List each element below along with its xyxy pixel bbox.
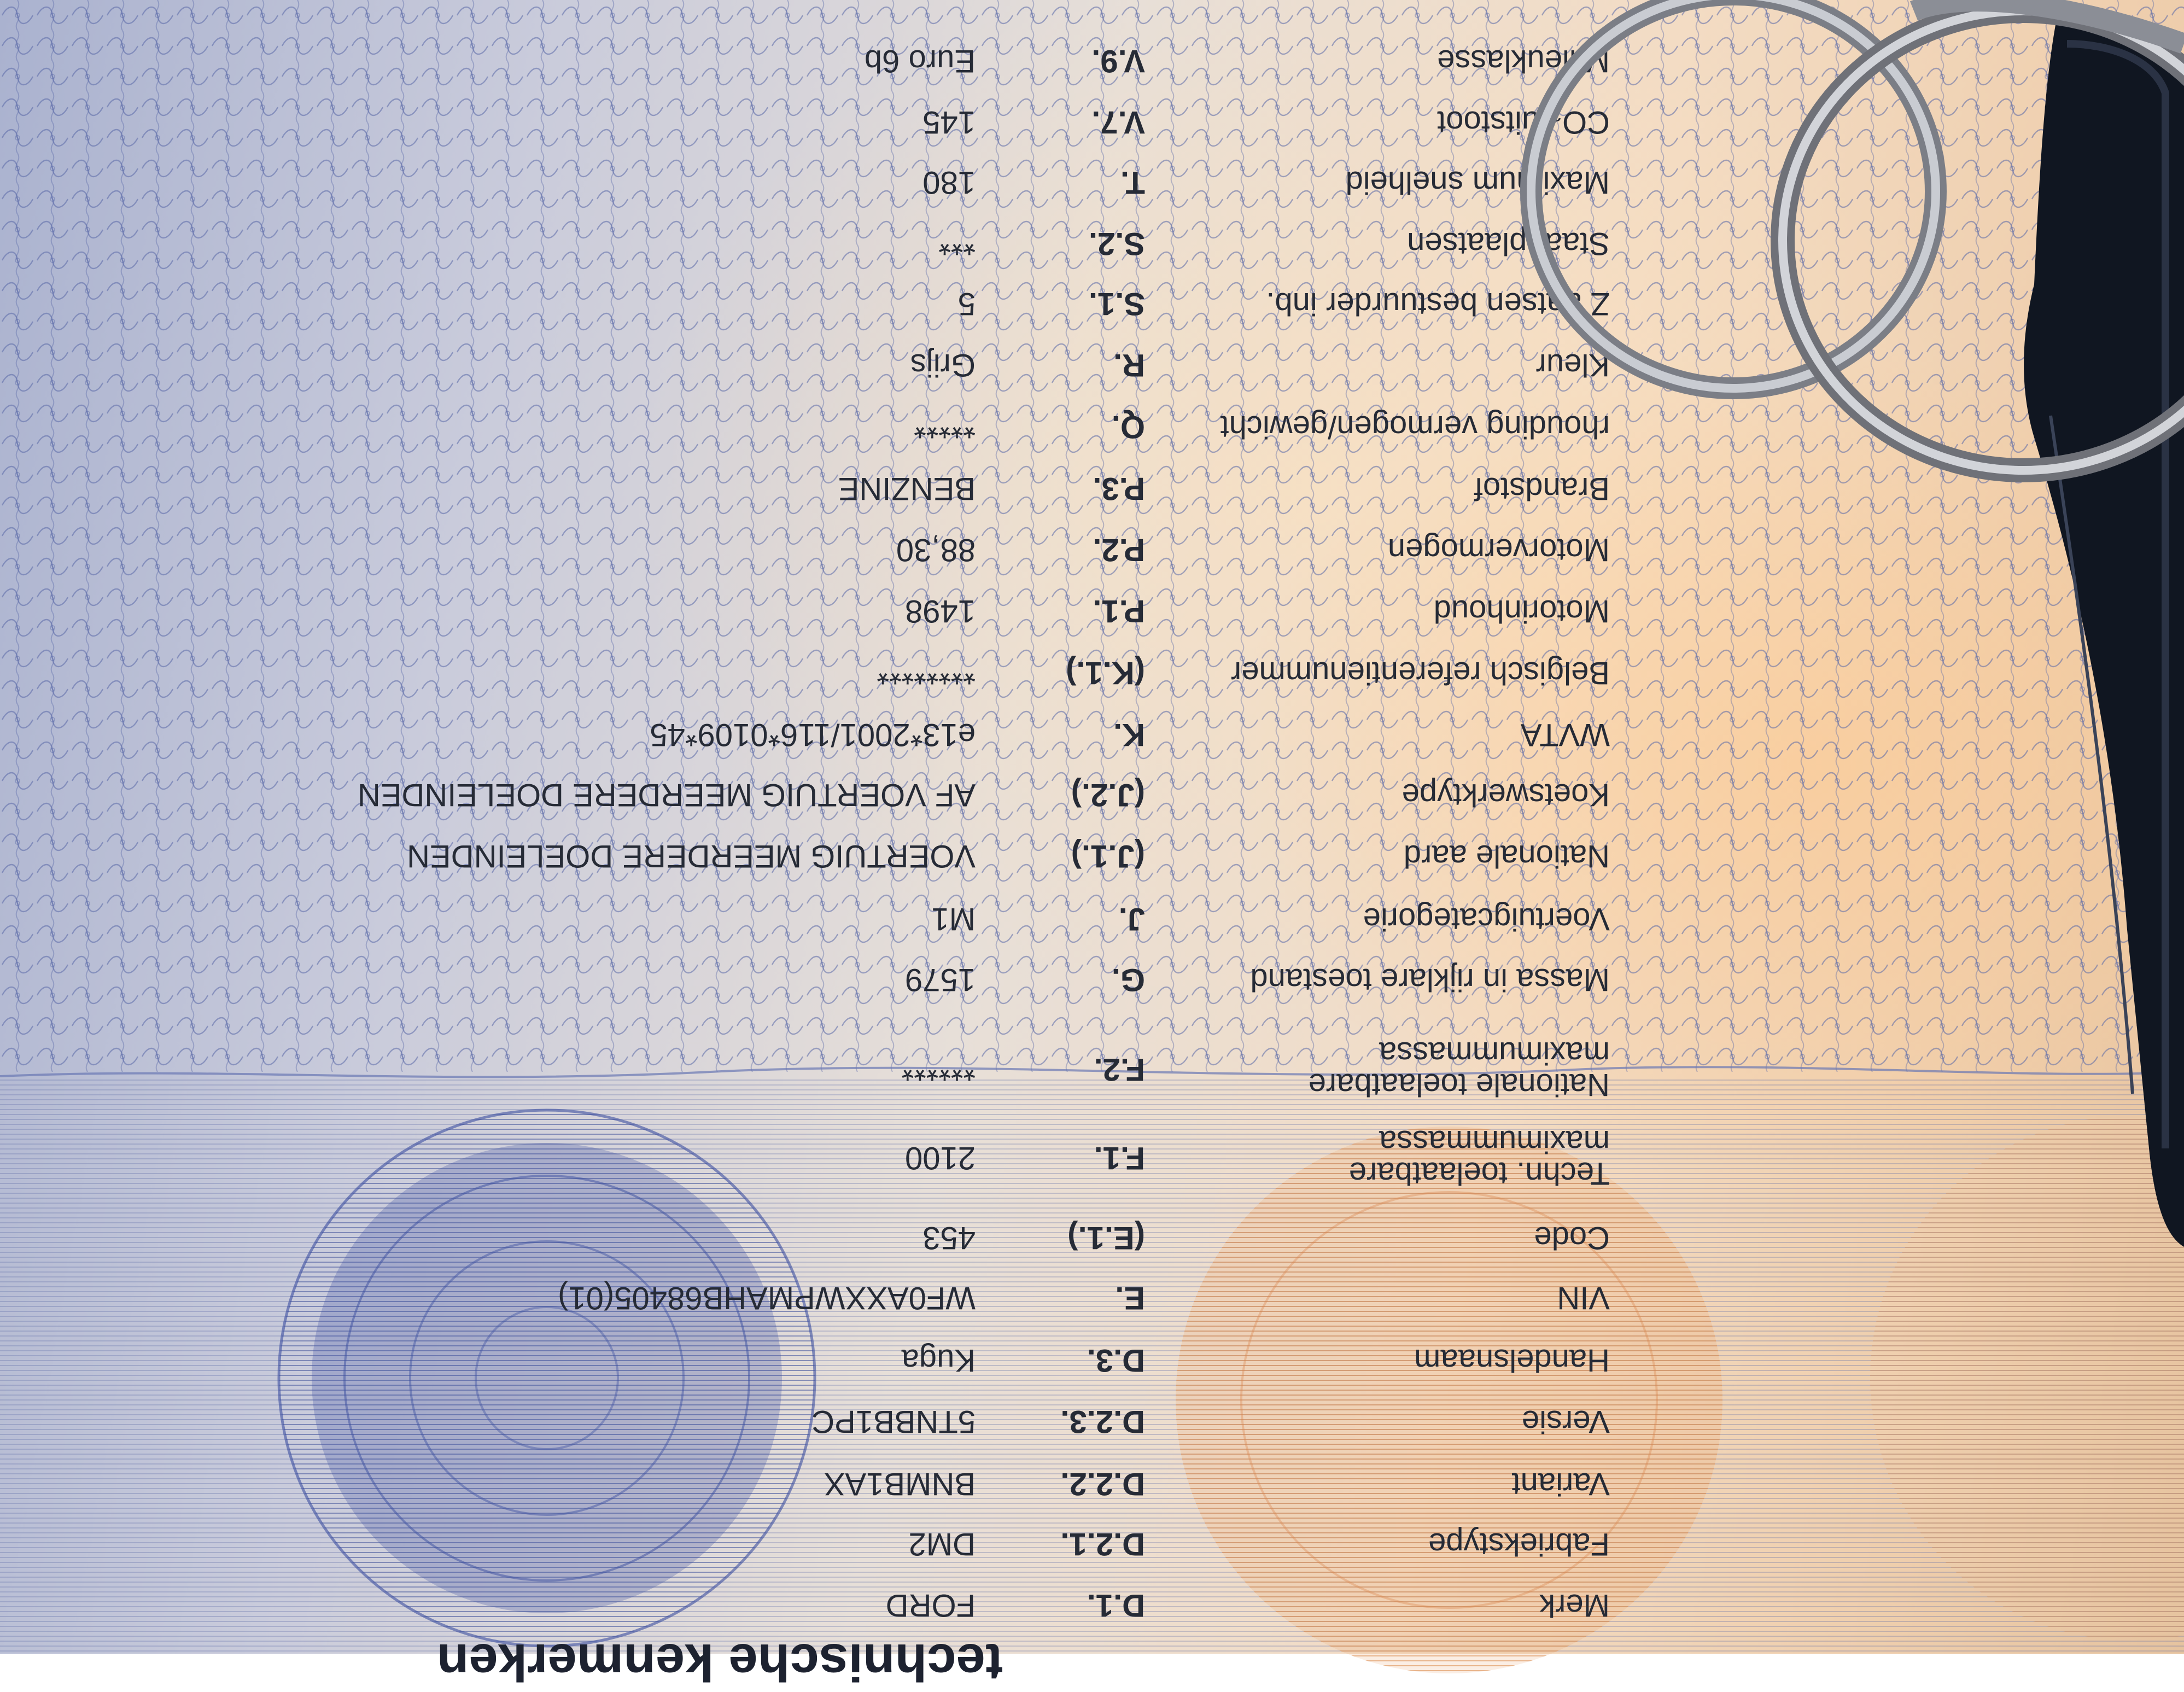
field-code: (J.2.) [1071,777,1145,813]
field-label-line1: Milieuklasse [1437,43,1610,79]
field-label-line1: rhouding vermogen/gewicht [1220,409,1610,445]
field-code: E. [1115,1280,1145,1316]
field-label-line2: maximummassa [1379,1035,1610,1071]
field-code: D.2.3. [1060,1404,1145,1439]
field-value: 1579 [904,962,976,997]
field-code: R. [1113,347,1145,383]
field-value: M1 [931,901,976,937]
field-code: (K.1.) [1066,655,1145,691]
field-code: F.1. [1094,1140,1145,1176]
field-value: WF0AXXWPMAHB68405(01) [558,1280,976,1316]
field-code: J. [1118,901,1145,937]
field-code: F.2. [1094,1052,1145,1087]
field-value: 2100 [904,1140,976,1176]
field-label-line1: VIN [1557,1280,1610,1316]
field-value: *** [938,226,976,261]
field-value: 453 [922,1220,976,1256]
field-code: (E.1.) [1067,1220,1145,1256]
field-label-line1: Nationale aard [1403,838,1610,874]
field-code: V.7. [1091,104,1145,140]
field-value: DM2 [908,1526,976,1562]
field-code: S.2. [1088,226,1145,261]
field-value: Euro 6b [864,43,976,79]
field-value: 180 [922,165,976,200]
field-value: VOERTUIG MEERDERE DOELEINDEN [407,838,976,874]
field-value: 1498 [904,593,976,629]
field-code: V.9. [1091,43,1145,79]
field-label-line1: Techn. toelaatbare [1348,1156,1610,1191]
field-label-line1: Fabriekstype [1428,1526,1610,1562]
field-label-line1: Staanplaatsen [1407,226,1610,261]
field-code: D.3. [1087,1343,1145,1378]
field-code: D.2.1. [1060,1526,1145,1562]
field-value: Grijs [910,347,976,383]
field-label-line1: Z aatsen bestuurder inb. [1266,286,1610,322]
field-value: ***** [914,409,976,445]
field-code: T. [1120,165,1145,200]
field-value: 5 [957,286,976,322]
field-value: BNMB1AX [824,1466,976,1502]
field-label-line1: Motorvermogen [1387,532,1610,568]
field-value: 5TNBB1PC [811,1404,976,1439]
field-value: e13*2001/116*0109*45 [650,717,976,752]
field-code: (J.1.) [1071,838,1145,874]
field-code: Q. [1111,409,1145,445]
field-value: ****** [901,1052,976,1087]
field-label-line1: Kleur [1535,347,1610,383]
document-title: technische kenmerken [436,1633,1003,1691]
field-label-line1: Handelsnaam [1414,1343,1610,1378]
field-label-line2: maximummassa [1379,1124,1610,1159]
field-code: S.1. [1088,286,1145,322]
field-code: P.2. [1093,532,1145,568]
field-code: K. [1113,717,1145,752]
field-code: D.2.2. [1060,1466,1145,1502]
field-label-line1: Massa in rijklare toestand [1250,962,1610,997]
field-label-line1: Merk [1539,1588,1610,1623]
field-value: BENZINE [838,471,976,506]
field-label-line1: Koetswerktype [1402,777,1610,813]
field-value: AF VOERTUIG MEERDERE DOELEINDEN [357,777,976,813]
field-label-line1: Motorinhoud [1433,593,1610,629]
field-value: 145 [922,104,976,140]
field-label-line1: Brandstof [1474,471,1610,506]
field-label-line1: Nationale toelaatbare [1308,1067,1610,1102]
field-code: P.1. [1093,593,1145,629]
field-value: 88,30 [896,532,976,568]
field-value: Kuga [901,1343,976,1378]
field-code: D.1. [1087,1588,1145,1623]
field-label-line1: Belgisch referentienummer [1230,655,1610,691]
field-code: G. [1111,962,1145,997]
field-label-line1: Code [1534,1220,1610,1256]
field-value: FORD [885,1588,976,1623]
field-code: P.3. [1093,471,1145,506]
field-label-line1: Voertuigcategorie [1363,901,1610,937]
field-label-line1: WVTA [1520,717,1610,752]
field-label-line1: Variant [1511,1466,1610,1502]
field-label-line1: CO₂-uitstoot [1437,104,1610,140]
field-value: ******** [877,655,976,691]
field-label-line1: Maximum snelheid [1345,165,1610,200]
field-label-line1: Versie [1521,1404,1610,1439]
